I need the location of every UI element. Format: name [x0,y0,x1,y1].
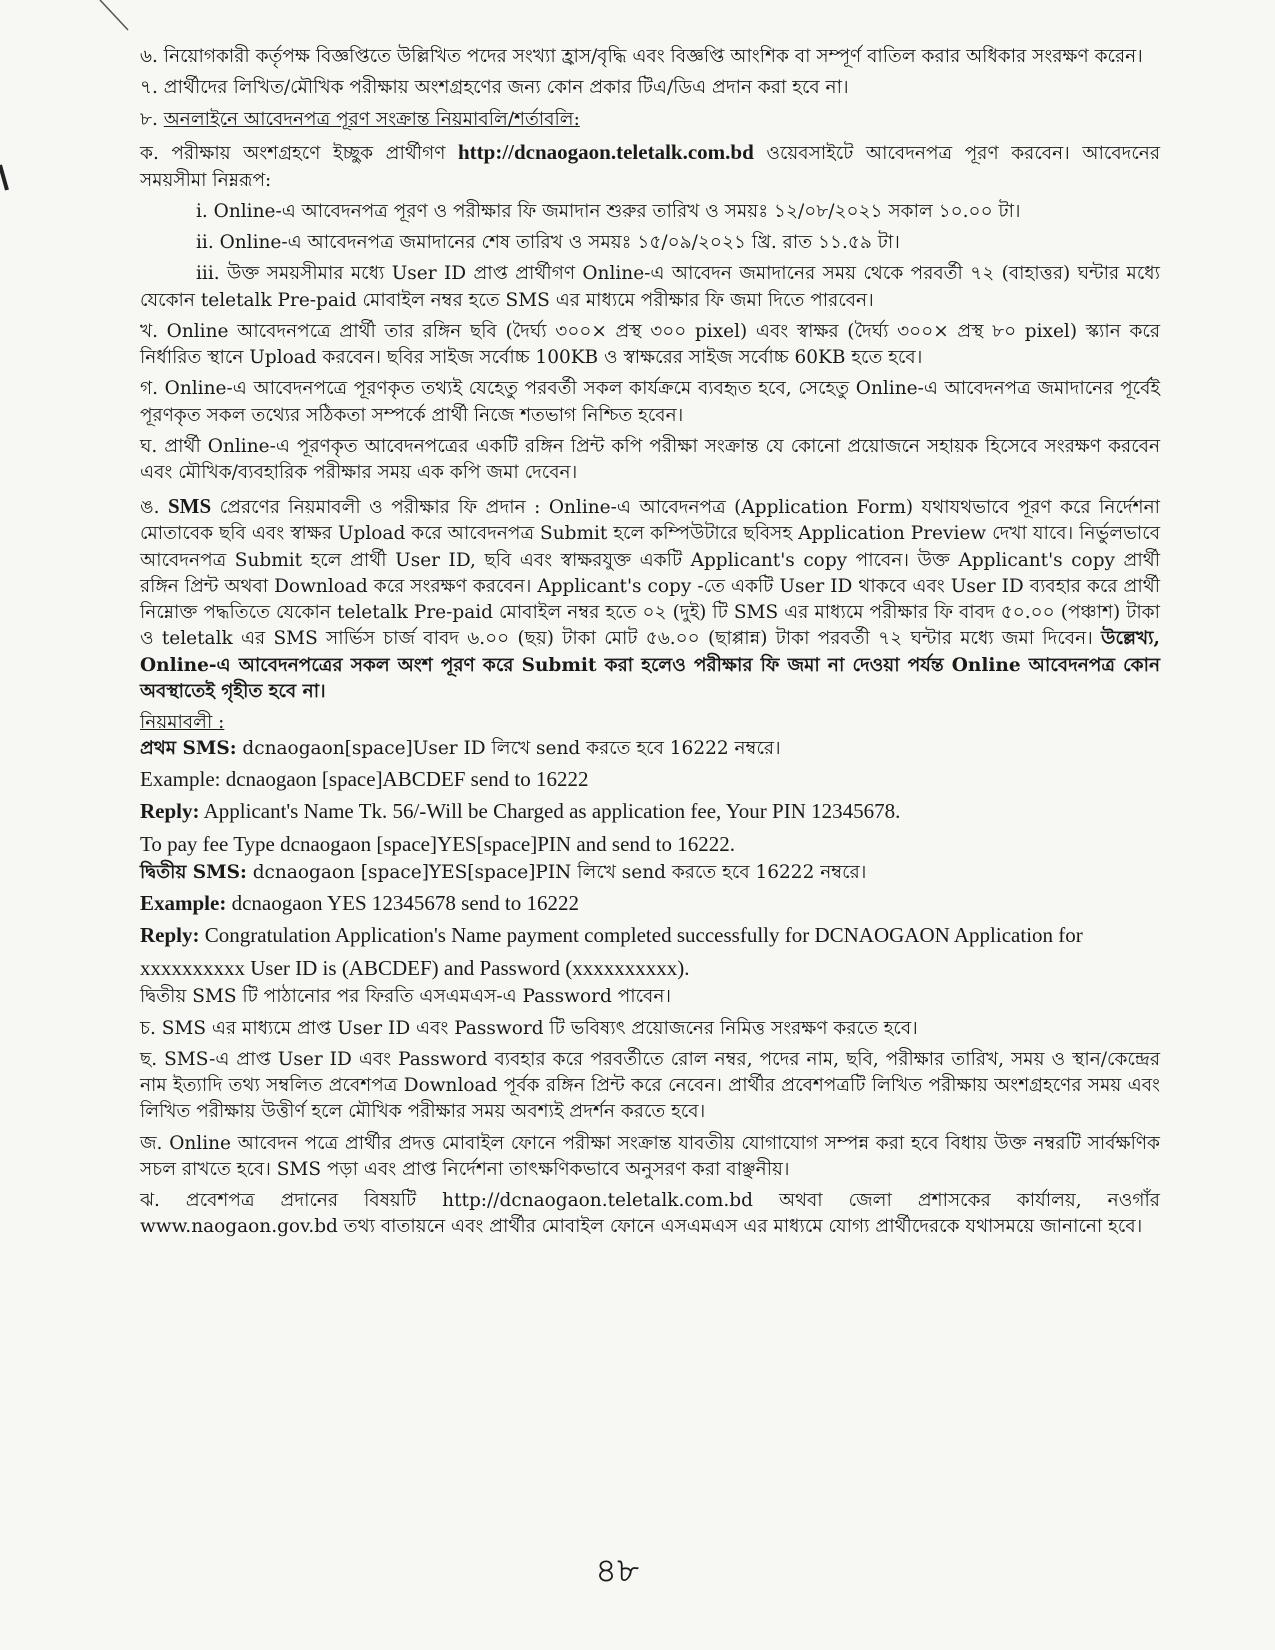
clause-jha: ঝ. প্রবেশপত্র প্রদানের বিষয়টি http://dcnaogaon.teletalk.com.bd অথবা জেলা প্রশাসকের কার্যালয়, নওগাঁর www.naogaon.gov.bd তথ্য বাতায়নে এবং প্রার্থীর মোবাইল ফোনে এসএমএস এর মাধ্যমে যোগ্য প্রার্থীদেরকে যথাসময়ে জানানো হবে। [140,1190,1160,1238]
clause-ga: গ. Online-এ আবেদনপত্রে পূরণকৃত তথ্যই যেহেতু পরবর্তী সকল কার্যক্রমে ব্যবহৃত হবে, সেহেতু Online-এ আবেদনপত্র জমাদানের পূর্বেই পূরণকৃত সকল তথ্যের সঠিকতা সম্পর্কে প্রার্থী নিজে শতভাগ নিশ্চিত হবেন। [140,378,1160,426]
clause-uma [140,492,1160,706]
sms-first-reply [140,795,1160,828]
sms-second-example-text: dcnaogaon YES 12345678 send to 16222 [226,890,580,915]
scan-corner-marks [0,0,140,200]
sms-after-note: দ্বিতীয় SMS টি পাঠানোর পর ফিরতি এসএমএস-এ Password পাবেন। [140,986,672,1008]
clause-ka-iii: iii. উক্ত সময়সীমার মধ্যে User ID প্রাপ্ত প্রার্থীগণ Online-এ আবেদন জমাদানের সময় থেকে পরবর্তী ৭২ (বাহাত্তর) ঘন্টার মধ্যে যেকোন teletalk Pre-paid মোবাইল নম্বর হতে SMS এর মাধ্যমে পরীক্ষার ফি জমা দিতে পারবেন। [140,263,1160,311]
sms-first-example: Example: dcnaogaon [space]ABCDEF send to 16222 [140,766,589,791]
clause-8-heading: অনলাইনে আবেদনপত্র পূরণ সংক্রান্ত নিয়মাবলি/শর্তাবলি: [163,108,580,130]
clause-ka-text-b: ওয়েবসাইটে আবেদনপত্র পূরণ করবেন। আবেদনের সময়সীমা নিম্নরূপ: [140,142,1160,191]
clause-8 [140,107,1160,133]
clause-ka-ii: ii. Online-এ আবেদনপত্র জমাদানের শেষ তারিখ ও সময়ঃ ১৫/০৯/২০২১ খ্রি. রাত ১১.৫৯ টা। [196,232,900,254]
clause-uma-sms: SMS [167,493,212,518]
application-url: http://dcnaogaon.teletalk.com.bd [458,139,754,164]
sms-second-reply [140,919,1160,984]
clause-6: ৬. নিয়োগকারী কর্তৃপক্ষ বিজ্ঞপ্তিতে উল্লিখিত পদের সংখ্যা হ্রাস/বৃদ্ধি এবং বিজ্ঞপ্তি আংশিক বা সম্পূর্ণ বাতিল করার অধিকার সংরক্ষণ করেন। [140,46,1143,67]
clause-7: ৭. প্রার্থীদের লিখিত/মৌখিক পরীক্ষায় অংশগ্রহণের জন্য কোন প্রকার টিএ/ডিএ প্রদান করা হবে না। [140,77,849,99]
sms-first [140,736,1160,762]
clause-8-prefix: ৮. [140,108,164,130]
clause-gha: ঘ. প্রার্থী Online-এ পূরণকৃত আবেদনপত্রের একটি রঙ্গিন প্রিন্ট কপি পরীক্ষা সংক্রান্ত যে কোনো প্রয়োজনে সহায়ক হিসেবে সংরক্ষণ করবেন এবং মৌখিক/ব্যবহারিক পরীক্ষার সময় এক কপি জমা দেবেন। [140,436,1160,484]
clause-ja: জ. Online আবেদন পত্রে প্রার্থীর প্রদত্ত মোবাইল ফোনে পরীক্ষা সংক্রান্ত যাবতীয় যোগাযোগ সম্পন্ন করা হবে বিধায় উক্ত নম্বরটি সার্বক্ষণিক সচল রাখতে হবে। SMS পড়া এবং প্রাপ্ত নির্দেশনা তাৎক্ষণিকভাবে অনুসরণ করা বাঞ্ছনীয়। [140,1132,1160,1180]
clause-chha: ছ. SMS-এ প্রাপ্ত User ID এবং Password ব্যবহার করে পরবর্তীতে রোল নম্বর, পদের নাম, ছবি, পরীক্ষার তারিখ, সময় ও স্থান/কেন্দ্রের নাম ইত্যাদি তথ্য সম্বলিত প্রবেশপত্র Download পূর্বক রঙ্গিন প্রিন্ট করে নেবেন। প্রার্থীর প্রবেশপত্রটি লিখিত পরীক্ষায় অংশগ্রহণের সময় এবং লিখিত পরীক্ষায় উত্তীর্ণ হলে মৌখিক পরীক্ষার সময় অবশ্যই প্রদর্শন করতে হবে। [140,1048,1161,1123]
sms-second-reply-label: Reply: [140,923,200,948]
clause-uma-note: উল্লেখ্য, Online-এ আবেদনপত্রের সকল অংশ পূরণ করে Submit করা হলেও পরীক্ষার ফি জমা না দেওয়া পর্যন্ত Online আবেদনপত্র কোন অবস্থাতেই গৃহীত হবে না। [140,628,1160,702]
clause-uma-prefix: ঙ. [140,496,168,518]
clause-uma-text: প্রেরণের নিয়মাবলী ও পরীক্ষার ফি প্রদান : Online-এ আবেদনপত্র (Application Form) যথাযথভাবে পূরণ করে নির্দেশনা মোতাবেক ছবি এবং স্বাক্ষর Upload করে আবেদনপত্র Submit হলে কম্পিউটারে ছবিসহ Application Preview দেখা যাবে। নির্ভুলভাবে আবেদনপত্র Submit হলে প্রার্থী User ID, ছবি এবং স্বাক্ষরযুক্ত একটি Applicant's copy পাবেন। উক্ত Applicant's copy প্রার্থী রঙ্গিন প্রিন্ট অথবা Download করে সংরক্ষণ করবেন। Applicant's copy -তে একটি User ID থাকবে এবং User ID ব্যবহার করে প্রার্থী নিম্নোক্ত পদ্ধতিতে যেকোন teletalk Pre-paid মোবাইল নম্বর হতে ০২ (দুই) টি SMS এর মাধ্যমে পরীক্ষার ফি বাবদ ৫০.০০ (পঞ্চাশ) টাকা ও teletalk এর SMS সার্ভিস চার্জ বাবদ ৬.০০ (ছয়) টাকা মোট ৫৬.০০ (ছাপ্পান্ন) টাকা পরবর্তী ৭২ ঘন্টার মধ্যে জমা দিবেন। [140,496,1160,650]
page-number: ৪৮ [595,1551,640,1591]
sms-first-label: প্রথম SMS: [140,738,237,760]
sms-second-reply-text: Congratulation Application's Name payment completed successfully for DCNAOGAON Application for xxxxxxxxxx User ID is (ABCDEF) and Password (xxxxxxxxxx). [140,923,1083,980]
document-page [140,44,1160,1634]
clause-ka [140,138,1160,194]
clause-ka-text-a: ক. পরীক্ষায় অংশগ্রহণে ইচ্ছুক প্রার্থীগণ [140,142,458,164]
sms-first-reply-label: Reply: [140,799,200,824]
sms-second-label: দ্বিতীয় SMS: [140,862,247,884]
sms-first-text: dcnaogaon[space]User ID লিখে send করতে হবে 16222 নম্বরে। [236,738,781,760]
sms-second-text: dcnaogaon [space]YES[space]PIN লিখে send করতে হবে 16222 নম্বরে। [246,862,867,884]
sms-second [140,860,1160,886]
sms-second-example [140,887,1160,920]
sms-first-reply-2: To pay fee Type dcnaogaon [space]YES[space]PIN and send to 16222. [140,831,735,856]
sms-second-example-label: Example: [140,890,227,915]
sms-first-reply-text: Applicant's Name Tk. 56/-Will be Charged as application fee, Your PIN 12345678. [199,799,901,824]
clause-kha: খ. Online আবেদনপত্রে প্রার্থী তার রঙ্গিন ছবি (দৈর্ঘ্য ৩০০× প্রস্থ ৩০০ pixel) এবং স্বাক্ষর (দৈর্ঘ্য ৩০০× প্রস্থ ৮০ pixel) স্ক্যান করে নির্ধারিত স্থানে Upload করবেন। ছবির সাইজ সর্বোচ্চ 100KB ও স্বাক্ষরের সাইজ সর্বোচ্চ 60KB হতে হবে। [140,320,1160,369]
clause-ka-i: i. Online-এ আবেদনপত্র পূরণ ও পরীক্ষার ফি জমাদান শুরুর তারিখ ও সময়ঃ ১২/০৮/২০২১ সকাল ১০.০০ টা। [196,200,1021,222]
sms-rules-heading: নিয়মাবলী : [140,712,225,734]
clause-cha: চ. SMS এর মাধ্যমে প্রাপ্ত User ID এবং Password টি ভবিষ্যৎ প্রয়োজনের নিমিত্ত সংরক্ষণ করতে হবে। [140,1017,918,1039]
